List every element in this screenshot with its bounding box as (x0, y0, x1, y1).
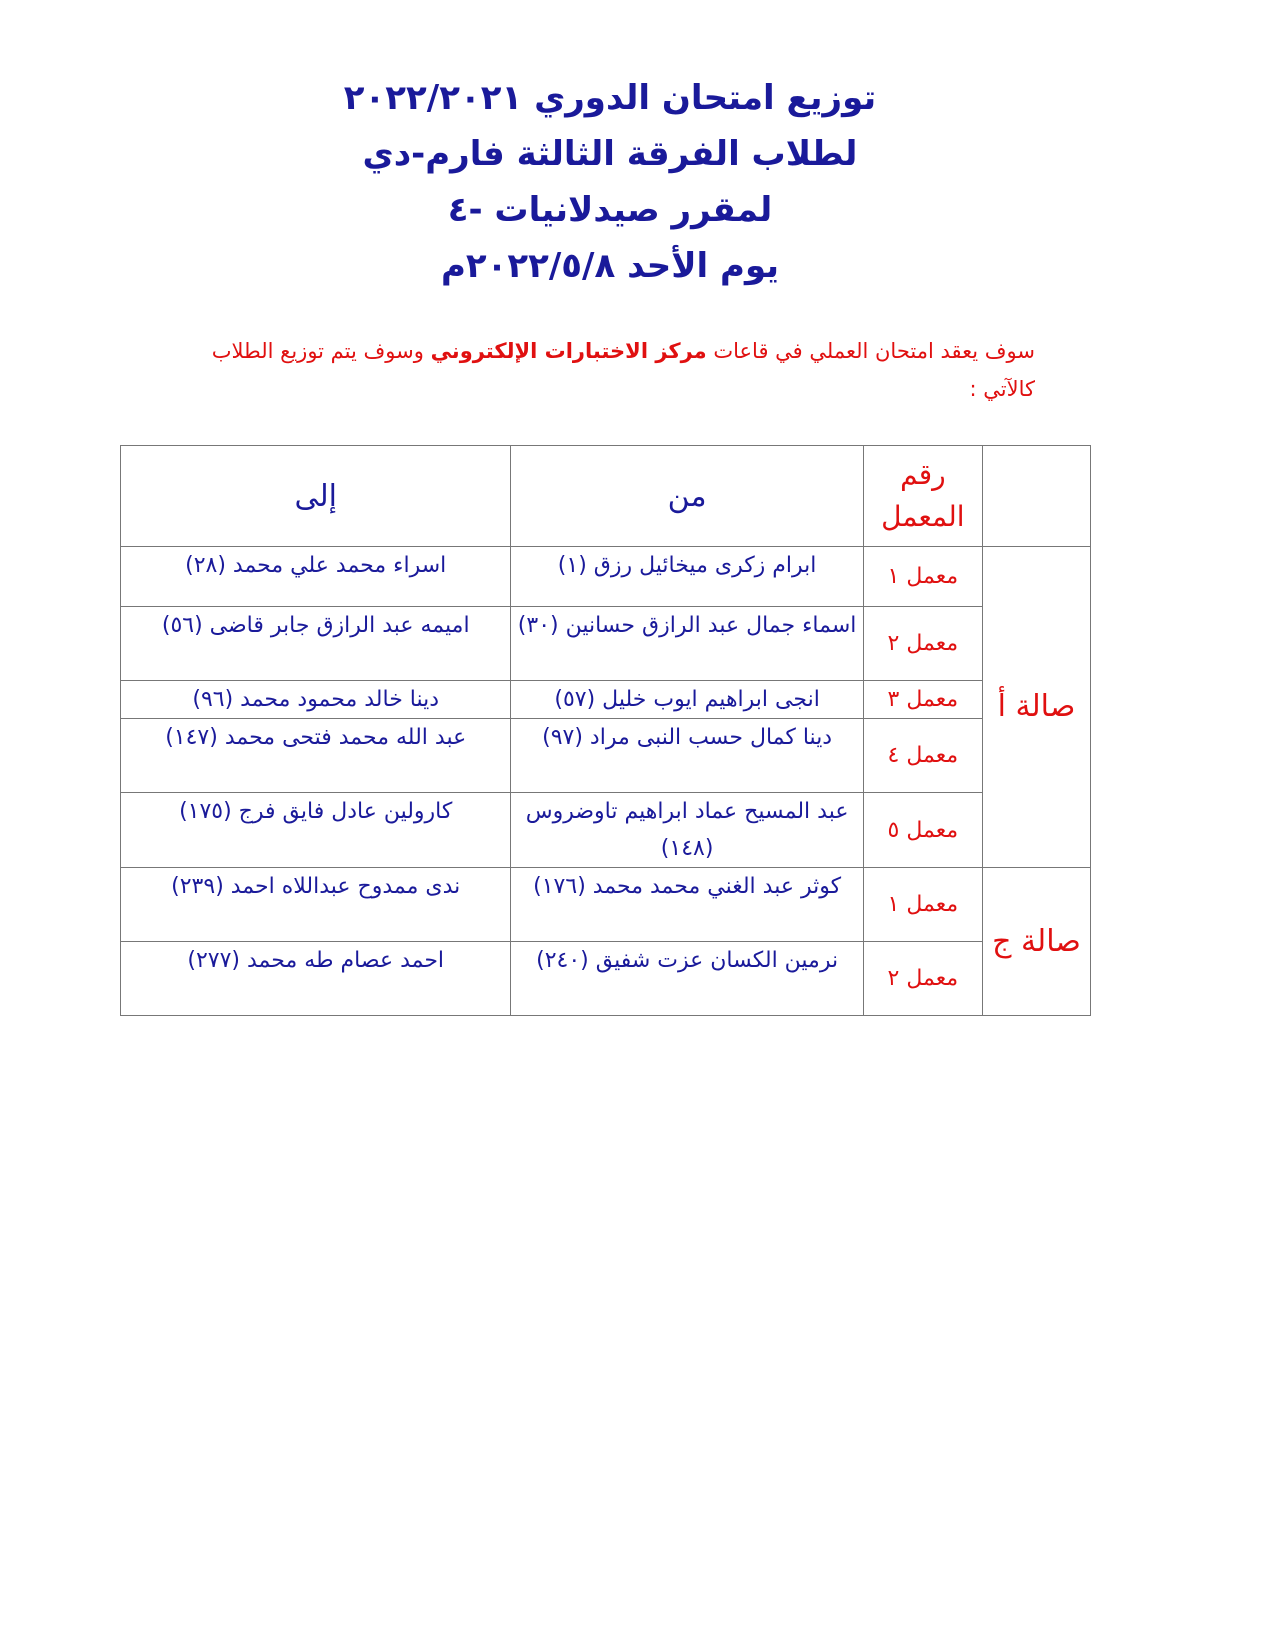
table-row (121, 942, 1091, 1016)
to-cell: احمد عصام طه محمد (٢٧٧) (121, 942, 511, 1016)
to-cell: اميمه عبد الرازق جابر قاضى (٥٦) (121, 607, 511, 681)
header-lab: رقم المعمل (863, 446, 982, 547)
from-cell: نرمين الكسان عزت شفيق (٢٤٠) (511, 942, 863, 1016)
to-cell: ندى ممدوح عبداللاه احمد (٢٣٩) (121, 868, 511, 942)
title-line: يوم الأحد ٢٠٢٢/٥/٨م (440, 246, 780, 286)
header-hall (982, 446, 1090, 547)
table-row (121, 719, 1091, 793)
notice-text (200, 332, 1035, 408)
to-cell: اسراء محمد علي محمد (٢٨) (121, 547, 511, 607)
from-cell: كوثر عبد الغني محمد محمد (١٧٦) (511, 868, 863, 942)
table-row (121, 793, 1091, 868)
to-cell: دينا خالد محمود محمد (٩٦) (121, 681, 511, 719)
table-row (121, 607, 1091, 681)
lab-cell: معمل ١ (863, 868, 982, 942)
title-line: لطلاب الفرقة الثالثة فارم-دي (362, 134, 858, 174)
table-row (121, 547, 1091, 607)
lab-cell: معمل ٢ (863, 607, 982, 681)
document-title (0, 70, 1220, 294)
from-cell: ابرام زكرى ميخائيل رزق (١) (511, 547, 863, 607)
table-row (121, 868, 1091, 942)
to-cell: عبد الله محمد فتحى محمد (١٤٧) (121, 719, 511, 793)
notice-emphasis: مركز الاختبارات الإلكتروني (430, 339, 707, 363)
lab-cell: معمل ٥ (863, 793, 982, 868)
title-line: لمقرر صيدلانيات -٤ (447, 190, 773, 230)
from-cell: اسماء جمال عبد الرازق حسانين (٣٠) (511, 607, 863, 681)
from-cell: عبد المسيح عماد ابراهيم تاوضروس (١٤٨) (511, 793, 863, 868)
hall-cell: صالة أ (982, 547, 1090, 868)
hall-cell: صالة ج (982, 868, 1090, 1016)
notice-part: سوف يعقد امتحان العملي في قاعات (706, 339, 1035, 363)
to-cell: كارولين عادل فايق فرج (١٧٥) (121, 793, 511, 868)
title-line: توزيع امتحان الدوري ٢٠٢٢/٢٠٢١ (343, 78, 877, 118)
table-header-row (121, 446, 1091, 547)
distribution-table (120, 445, 1091, 1016)
notice-part: وسوف يتم توزيع الطلاب كالآتي : (211, 339, 1035, 401)
lab-cell: معمل ٤ (863, 719, 982, 793)
lab-cell: معمل ٣ (863, 681, 982, 719)
from-cell: انجى ابراهيم ايوب خليل (٥٧) (511, 681, 863, 719)
from-cell: دينا كمال حسب النبى مراد (٩٧) (511, 719, 863, 793)
header-from: من (511, 446, 863, 547)
lab-cell: معمل ١ (863, 547, 982, 607)
table-row (121, 681, 1091, 719)
header-to: إلى (121, 446, 511, 547)
lab-cell: معمل ٢ (863, 942, 982, 1016)
